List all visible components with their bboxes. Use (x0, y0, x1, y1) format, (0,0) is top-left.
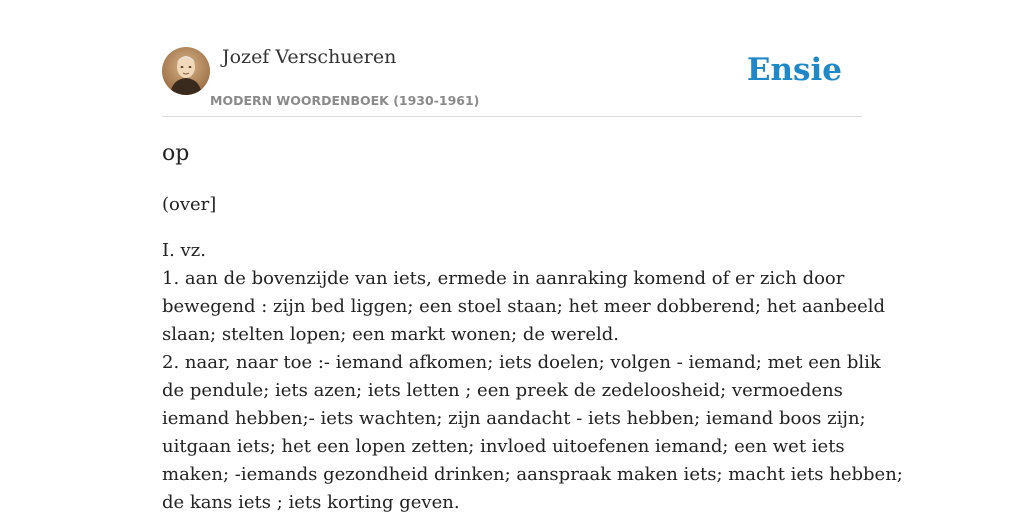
definition-line: 2. naar, naar toe :- iemand afkomen; iets doelen; volgen - iemand; met een blik (162, 352, 881, 373)
entry-content (162, 139, 903, 512)
definition-line: iemand hebben;- iets wachten; zijn aandacht - iets hebben; iemand boos zijn; (162, 408, 866, 429)
definition-line: maken; -iemands gezondheid drinken; aanspraak maken iets; macht iets hebben; (162, 464, 903, 485)
definition-line: de pendule; iets azen; iets letten ; een preek de zedeloosheid; vermoedens (162, 380, 843, 401)
entry-etymology: (over] (162, 194, 217, 215)
definition-line: 1. aan de bovenzijde van iets, ermede in aanraking komend of er zich door (162, 268, 845, 289)
author-portrait-image (162, 47, 210, 95)
author-avatar[interactable] (162, 47, 210, 95)
entry-definition (162, 237, 903, 512)
definition-line: I. vz. (162, 240, 206, 261)
entry-header (162, 46, 862, 117)
definition-line: bewegend : zijn bed liggen; een stoel staan; het meer dobberend; het aanbeeld (162, 296, 886, 317)
author-name[interactable]: Jozef Verschueren (222, 46, 397, 68)
definition-line: slaan; stelten lopen; een markt wonen; de wereld. (162, 324, 620, 345)
brand-logo[interactable]: Ensie (746, 52, 842, 88)
entry-term: op (162, 141, 190, 166)
source-dictionary[interactable]: MODERN WOORDENBOEK (1930-1961) (210, 93, 480, 108)
definition-line: uitgaan iets; het een lopen zetten; invloed uitoefenen iemand; een wet iets (162, 436, 845, 457)
definition-line: de kans iets ; iets korting geven. (162, 492, 460, 512)
